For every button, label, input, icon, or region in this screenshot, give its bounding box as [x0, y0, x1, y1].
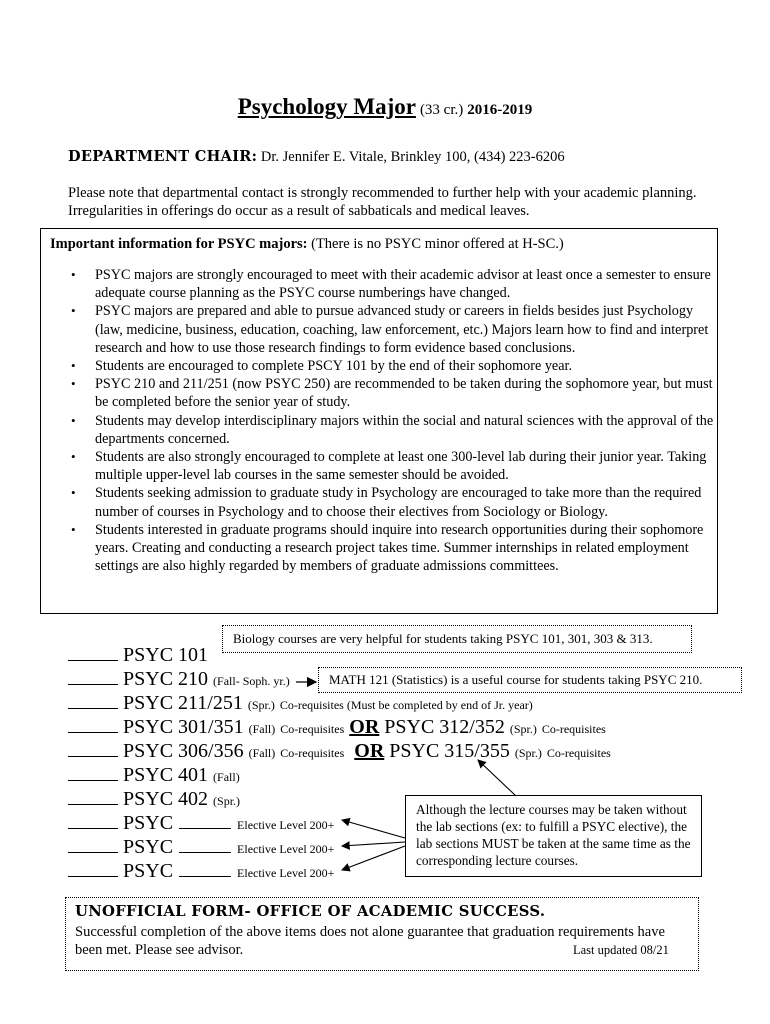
elective-label: Elective Level 200+	[237, 842, 335, 856]
or-label: OR	[354, 740, 385, 762]
course-name: PSYC 101	[123, 644, 209, 666]
course-coreq: Co-requisites	[546, 746, 611, 760]
course-term: (Spr.)	[514, 746, 542, 760]
course-name-alt: PSYC 315/355	[389, 740, 510, 762]
lab-arrow-2	[342, 842, 405, 846]
course-term: (Fall)	[248, 722, 276, 736]
course-coreq: Co-requisites	[280, 746, 345, 760]
course-coreq: Co-requisites (Must be completed by end of Jr. year)	[279, 698, 533, 712]
course-term: (Spr.)	[213, 794, 241, 808]
course-term: (Spr.)	[247, 698, 275, 712]
last-updated: Last updated 08/21	[573, 943, 669, 957]
lab-arrow-top	[478, 760, 516, 796]
biology-callout: Biology courses are very helpful for students taking PSYC 101, 301, 303 & 313.	[222, 625, 692, 653]
course-name: PSYC 306/356	[123, 740, 244, 762]
chair-value: Dr. Jennifer E. Vitale, Brinkley 100, (434) 223-6206	[260, 149, 565, 165]
elective-label: Elective Level 200+	[237, 866, 335, 880]
info-bullet: • Students are encouraged to complete PSCY 101 by the end of their sophomore year.	[95, 357, 715, 375]
course-name: PSYC 401	[123, 764, 209, 786]
course-name: PSYC	[123, 836, 174, 858]
info-heading-bold: Important information for PSYC majors:	[50, 236, 308, 252]
footer-title: UNOFFICIAL FORM- OFFICE OF ACADEMIC SUCCESS.	[75, 903, 546, 920]
course-name: PSYC 211/251	[123, 692, 243, 714]
info-bullet: • PSYC 210 and 211/251 (now PSYC 250) are recommended to be taken during the sophomore year, but must be completed before the senior year of study.	[95, 375, 715, 411]
course-name: PSYC 210	[123, 668, 209, 690]
course-name: PSYC 301/351	[123, 716, 244, 738]
info-heading-rest: (There is no PSYC minor offered at H-SC.)	[307, 236, 564, 252]
course-name: PSYC	[123, 812, 174, 834]
chair-label: DEPARTMENT CHAIR:	[68, 148, 258, 165]
course-name: PSYC	[123, 860, 174, 882]
math-callout: MATH 121 (Statistics) is a useful course for students taking PSYC 210.	[318, 667, 742, 693]
title-credits: (33 cr.)	[419, 102, 464, 118]
footer-text: Successful completion of the above items does not alone guarantee that graduation requirements have been met. Please see advisor.	[75, 924, 665, 958]
elective-label: Elective Level 200+	[237, 818, 335, 832]
lab-callout: Although the lecture courses may be taken without the lab sections (ex: to fulfill a PSYC elective), the lab sections MUST be taken at the same time as the corresponding lecture courses.	[405, 795, 702, 877]
course-name: PSYC 402	[123, 788, 209, 810]
info-bullet: • Students may develop interdisciplinary majors within the social and natural sciences with the approval of the departments concerned.	[95, 412, 715, 448]
info-bullet: • PSYC majors are prepared and able to pursue advanced study or careers in fields besides just Psychology (law, medicine, business, education, coaching, law enforcement, etc.) Majors learn how to find and interpret research and how to use those research findings to form evidence based conclusions.	[95, 302, 715, 357]
title-main: Psychology Major	[237, 94, 416, 119]
course-term: (Spr.)	[509, 722, 537, 736]
course-term: (Fall- Soph. yr.)	[213, 674, 290, 688]
info-bullet: • Students are also strongly encouraged to complete at least one 300-level lab during their junior year. Taking multiple upper-level lab courses in the same semester should be avoided.	[95, 448, 715, 484]
course-term: (Fall)	[248, 746, 276, 760]
advising-note: Please note that departmental contact is strongly recommended to further help with your academic planning. Irregularities in offerings do occur as a result of sabbaticals and medical leaves.	[68, 185, 697, 219]
title-years: 2016-2019	[467, 102, 533, 118]
info-bullet: • Students interested in graduate programs should inquire into research opportunities during their sophomore years. Creating and conducting a research project takes time. Summer internships in related employment settings are also highly regarded by members of graduate admissions committees.	[95, 521, 715, 576]
course-coreq: Co-requisites	[280, 722, 345, 736]
or-label: OR	[349, 716, 380, 738]
info-bullet: • PSYC majors are strongly encouraged to meet with their academic advisor at least once a semester to ensure adequate course planning as the PSYC course numberings have changed.	[95, 266, 715, 302]
course-term: (Fall)	[213, 770, 240, 784]
info-bullet: • Students seeking admission to graduate study in Psychology are encouraged to take more than the required number of courses in Psychology and to choose their electives from Sociology or Biology.	[95, 484, 715, 520]
lab-arrow-3	[342, 846, 405, 870]
lab-arrow-1	[342, 820, 405, 838]
course-coreq: Co-requisites	[541, 722, 606, 736]
course-name-alt: PSYC 312/352	[384, 716, 505, 738]
